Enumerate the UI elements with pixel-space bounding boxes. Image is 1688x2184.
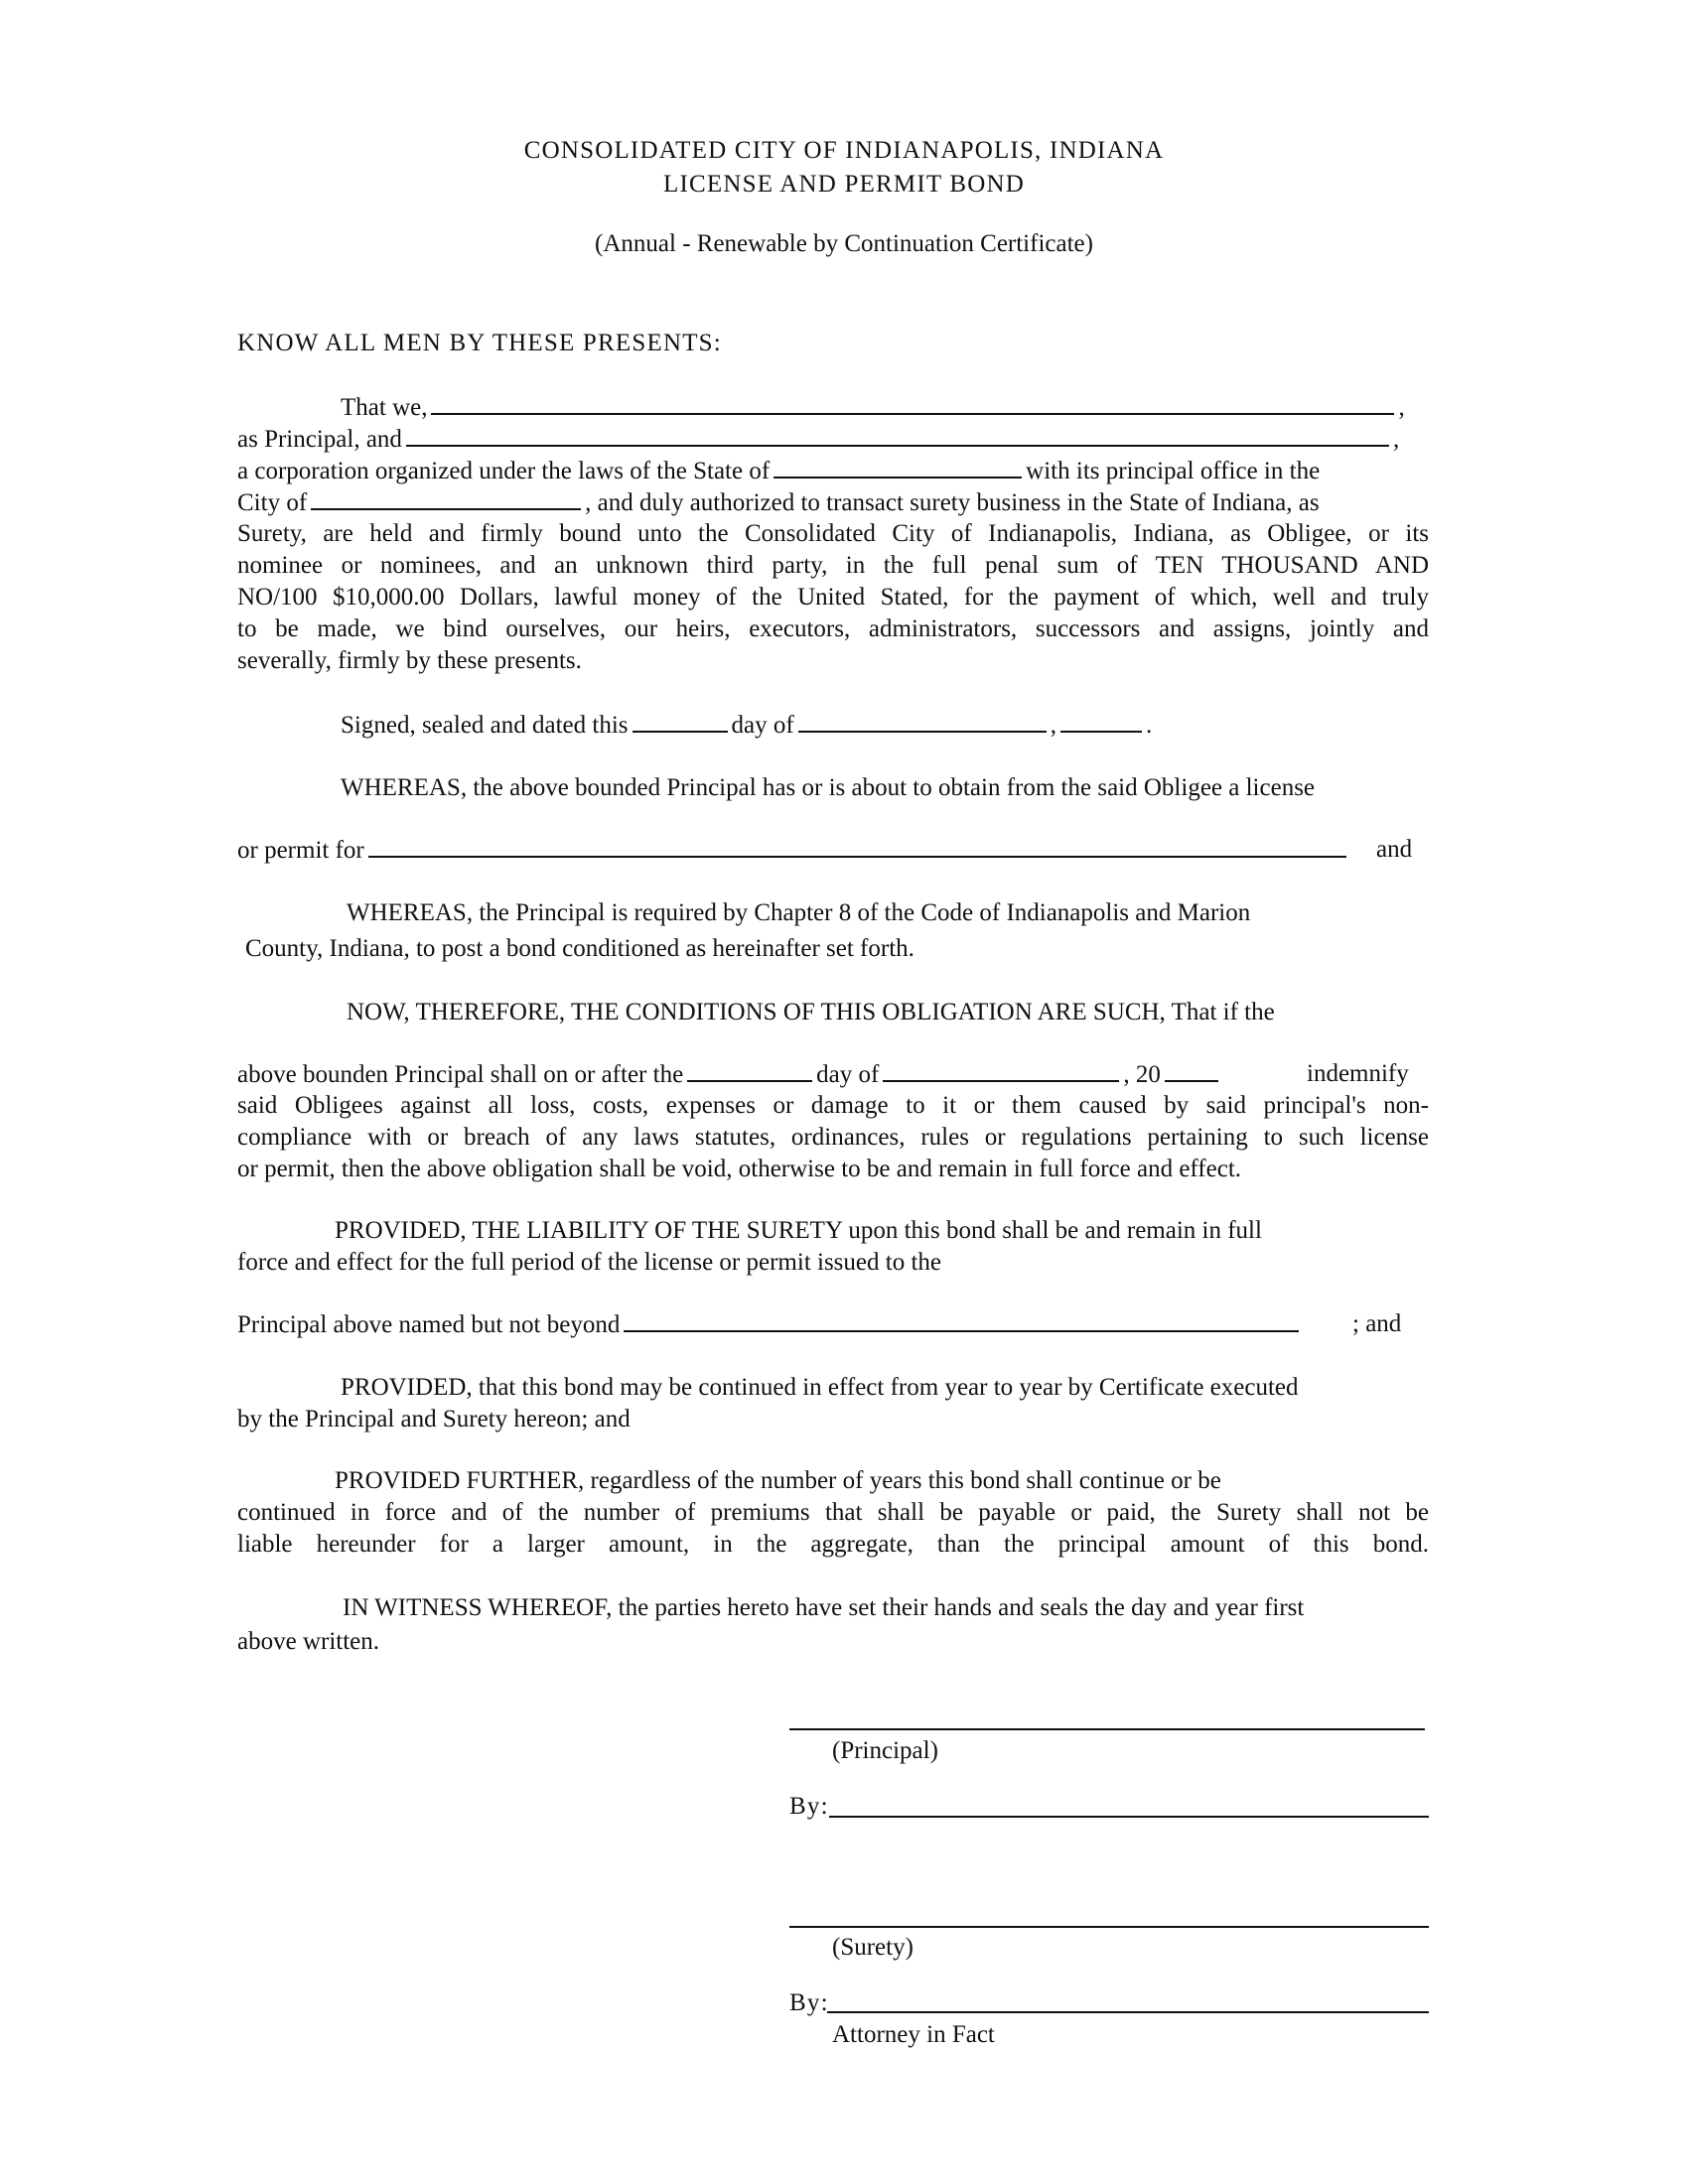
beyond-date-blank[interactable] bbox=[624, 1308, 1299, 1332]
signed-month-blank[interactable] bbox=[798, 709, 1047, 733]
signed-line bbox=[341, 709, 1152, 742]
as-principal-line bbox=[237, 423, 1399, 456]
that-we-line bbox=[341, 391, 1405, 424]
signed-comma: , bbox=[1050, 712, 1056, 739]
permit-type-blank[interactable] bbox=[368, 834, 1346, 858]
city-pre-text: City of bbox=[237, 489, 308, 516]
whereas2-line-2: County, Indiana, to post a bond conditioned as hereinafter set forth. bbox=[245, 935, 914, 962]
document-title-line1: CONSOLIDATED CITY OF INDIANAPOLIS, INDIANA bbox=[523, 137, 1165, 164]
condition-pre-text: above bounden Principal shall on or after the bbox=[237, 1061, 684, 1088]
whereas1-line: WHEREAS, the above bounded Principal has or is about to obtain from the said Obligee a license bbox=[341, 774, 1316, 801]
condition-line bbox=[237, 1058, 1222, 1091]
para1-line-5: severally, firmly by these presents. bbox=[237, 647, 582, 674]
now-therefore-line: NOW, THEREFORE, THE CONDITIONS OF THIS OBLIGATION ARE SUCH, That if the bbox=[347, 999, 1275, 1025]
city-line bbox=[237, 486, 1320, 519]
provided3-line-3: liable hereunder for a larger amount, in the aggregate, than the principal amount of this bond. bbox=[237, 1531, 1429, 1558]
principal-by-signature-line[interactable] bbox=[829, 1816, 1429, 1818]
condition-line-3: compliance with or breach of any laws statutes, ordinances, rules or regulations pertaining to such license bbox=[237, 1124, 1429, 1151]
city-blank[interactable] bbox=[311, 486, 581, 510]
beyond-pre-text: Principal above named but not beyond bbox=[237, 1311, 621, 1338]
para1-line-1: Surety, are held and firmly bound unto the Consolidated City of Indianapolis, Indiana, as Obligee, or its bbox=[237, 520, 1429, 547]
witness-line-2: above written. bbox=[237, 1628, 380, 1655]
condition-year-prefix: , 20 bbox=[1123, 1061, 1161, 1088]
surety-by-label: By: bbox=[789, 1989, 829, 2016]
state-blank[interactable] bbox=[774, 455, 1022, 478]
comma: , bbox=[1398, 394, 1405, 421]
condition-line-2: said Obligees against all loss, costs, expenses or damage to it or them caused by said principal's non- bbox=[237, 1092, 1429, 1119]
condition-day-blank[interactable] bbox=[687, 1058, 812, 1082]
witness-line-1: IN WITNESS WHEREOF, the parties hereto have set their hands and seals the day and year first bbox=[343, 1594, 1305, 1621]
signed-pre-text: Signed, sealed and dated this bbox=[341, 712, 629, 739]
preamble: KNOW ALL MEN BY THESE PRESENTS: bbox=[237, 330, 722, 356]
para1-line-4: to be made, we bind ourselves, our heirs, executors, administrators, successors and assigns, jointly and bbox=[237, 615, 1429, 642]
permit-and: and bbox=[1376, 836, 1413, 863]
corporation-pre-text: a corporation organized under the laws of the State of bbox=[237, 458, 771, 484]
principal-signature-line[interactable] bbox=[789, 1728, 1425, 1730]
principal-label: (Principal) bbox=[832, 1737, 938, 1764]
permit-pre-text: or permit for bbox=[237, 837, 364, 864]
condition-month-blank[interactable] bbox=[883, 1058, 1119, 1082]
whereas2-line-1: WHEREAS, the Principal is required by Chapter 8 of the Code of Indianapolis and Marion bbox=[347, 899, 1251, 926]
principal-by-label: By: bbox=[789, 1793, 829, 1820]
provided2-line-2: by the Principal and Surety hereon; and bbox=[237, 1406, 631, 1433]
comma: , bbox=[1392, 426, 1400, 453]
beyond-and: ; and bbox=[1352, 1310, 1402, 1337]
document-subtitle: (Annual - Renewable by Continuation Certificate) bbox=[595, 230, 1093, 257]
condition-indemnify: indemnify bbox=[1307, 1060, 1409, 1087]
corporation-post-text: with its principal office in the bbox=[1026, 458, 1321, 484]
document-title-line2: LICENSE AND PERMIT BOND bbox=[663, 171, 1025, 198]
condition-line-4: or permit, then the above obligation shall be void, otherwise to be and remain in full force and effect. bbox=[237, 1156, 1242, 1182]
principal-name-blank[interactable] bbox=[431, 391, 1394, 415]
provided1-line-1: PROVIDED, THE LIABILITY OF THE SURETY upon this bond shall be and remain in full bbox=[335, 1217, 1262, 1244]
signed-year-blank[interactable] bbox=[1060, 709, 1142, 733]
city-post-text: , and duly authorized to transact surety business in the State of Indiana, as bbox=[585, 489, 1320, 516]
corporation-line bbox=[237, 455, 1320, 487]
permit-line bbox=[237, 834, 1350, 867]
signed-day-of: day of bbox=[731, 712, 794, 739]
attorney-in-fact-label: Attorney in Fact bbox=[832, 2021, 995, 2048]
surety-label: (Surety) bbox=[832, 1934, 914, 1961]
as-principal-label: as Principal, and bbox=[237, 426, 402, 453]
condition-day-of: day of bbox=[816, 1061, 880, 1088]
provided3-line-2: continued in force and of the number of premiums that shall be payable or paid, the Surety shall not be bbox=[237, 1499, 1429, 1526]
condition-year-blank[interactable] bbox=[1165, 1058, 1218, 1082]
beyond-line bbox=[237, 1308, 1303, 1341]
provided2-line-1: PROVIDED, that this bond may be continued in effect from year to year by Certificate executed bbox=[341, 1374, 1299, 1401]
surety-name-blank[interactable] bbox=[406, 423, 1389, 447]
surety-by-signature-line[interactable] bbox=[827, 2011, 1429, 2013]
signed-day-blank[interactable] bbox=[633, 709, 728, 733]
para1-line-3: NO/100 $10,000.00 Dollars, lawful money of the United Stated, for the payment of which, well and truly bbox=[237, 584, 1429, 611]
that-we-label: That we, bbox=[341, 394, 428, 421]
signed-period: . bbox=[1145, 712, 1153, 739]
provided3-line-1: PROVIDED FURTHER, regardless of the number of years this bond shall continue or be bbox=[335, 1467, 1221, 1494]
surety-signature-line[interactable] bbox=[789, 1926, 1429, 1928]
para1-line-2: nominee or nominees, and an unknown third party, in the full penal sum of TEN THOUSAND AND bbox=[237, 552, 1429, 579]
provided1-line-2: force and effect for the full period of the license or permit issued to the bbox=[237, 1249, 941, 1276]
